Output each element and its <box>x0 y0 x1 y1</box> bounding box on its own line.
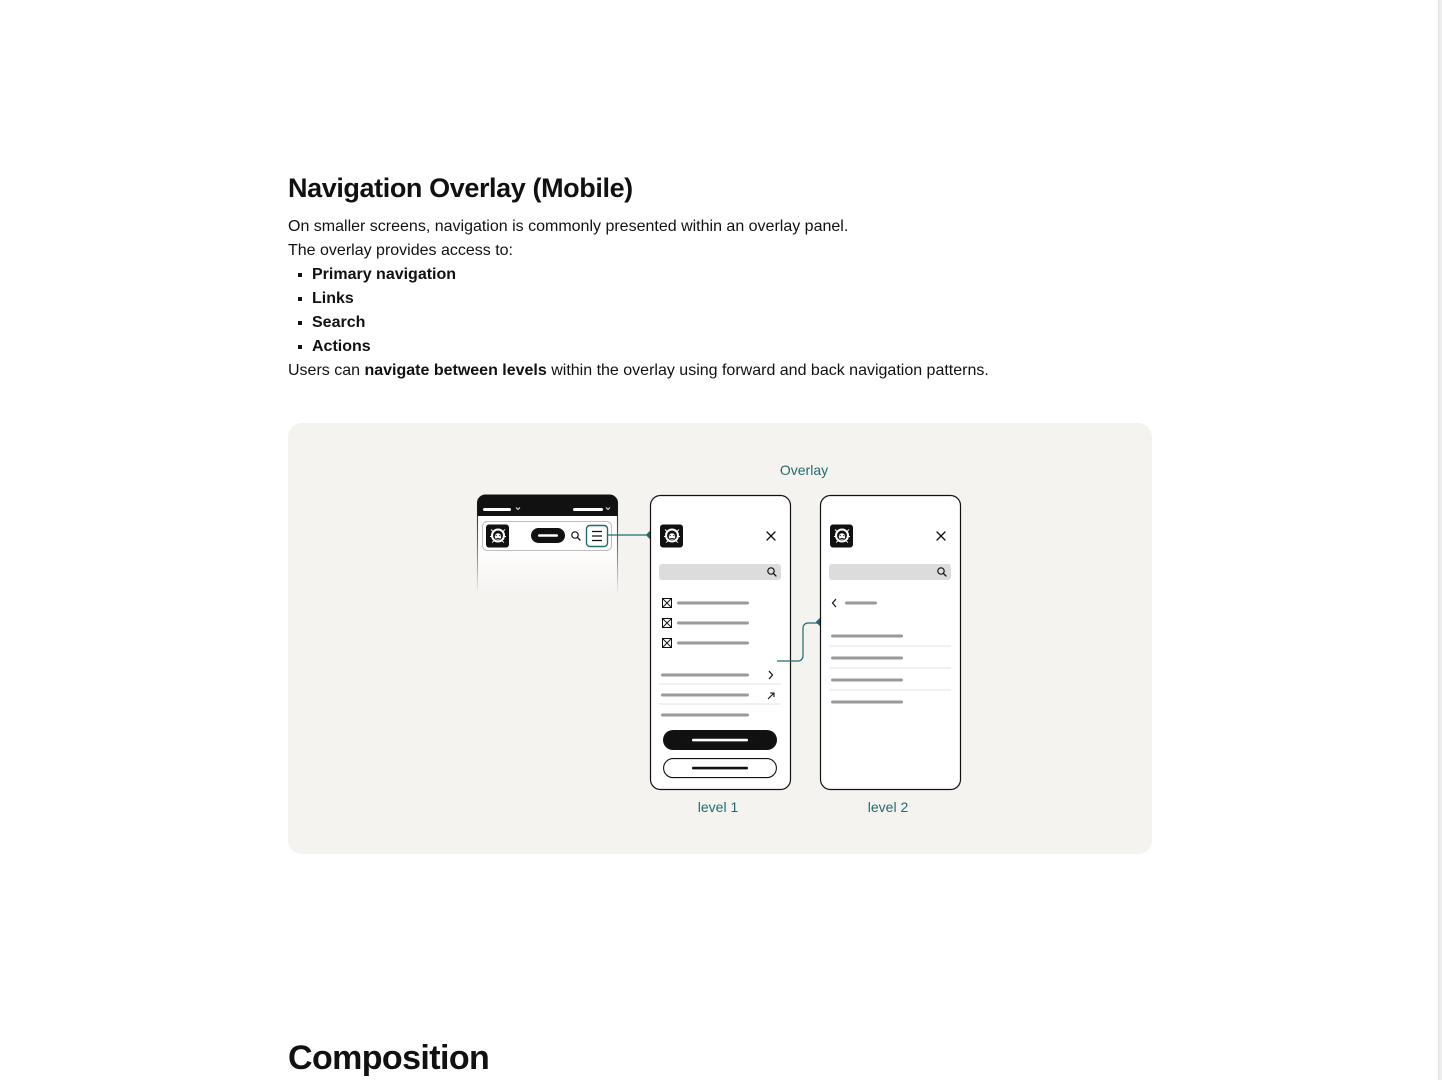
nav-item[interactable] <box>831 657 903 660</box>
nav-item[interactable] <box>831 635 903 638</box>
nav-item[interactable] <box>831 679 903 682</box>
mobile-header-preview <box>477 495 618 595</box>
overlay-access-list <box>288 263 1152 359</box>
logo-icon <box>830 525 853 548</box>
closing-paragraph <box>288 359 1152 383</box>
list-item: Actions <box>288 335 1152 359</box>
closing-text-bold: navigate between levels <box>364 362 547 379</box>
list-item: Search <box>288 311 1152 335</box>
overlay-diagram <box>288 423 1152 854</box>
section-title: Navigation Overlay (Mobile) <box>288 173 633 203</box>
nav-item-submenu[interactable] <box>661 674 749 677</box>
overlay-label: Overlay <box>779 462 829 478</box>
logo-icon <box>660 525 683 548</box>
overlay-diagram-svg <box>288 423 1152 854</box>
logo-icon <box>486 525 509 548</box>
search-field[interactable] <box>659 564 781 580</box>
list-item: Links <box>288 287 1152 311</box>
closing-text-start: Users can <box>288 362 365 379</box>
list-item: Primary navigation <box>288 263 1152 287</box>
search-field[interactable] <box>829 564 951 580</box>
level-2-label: level 2 <box>867 799 909 815</box>
level-1-label: level 1 <box>697 799 739 815</box>
nav-item-external-link[interactable] <box>661 694 749 697</box>
nav-item-link[interactable] <box>661 714 749 717</box>
nav-item[interactable] <box>831 701 903 704</box>
page-scrollbar[interactable] <box>1438 0 1442 1080</box>
intro-paragraph: On smaller screens, navigation is commonly presented within an overlay panel. <box>288 218 849 235</box>
composition-title: Composition <box>288 1039 490 1077</box>
section-intro <box>288 215 1152 383</box>
overlay-access-paragraph: The overlay provides access to: <box>288 242 513 259</box>
level-2-panel <box>821 496 961 790</box>
closing-text-end: within the overlay using forward and back navigation patterns. <box>546 362 989 379</box>
level-1-panel <box>651 496 791 790</box>
